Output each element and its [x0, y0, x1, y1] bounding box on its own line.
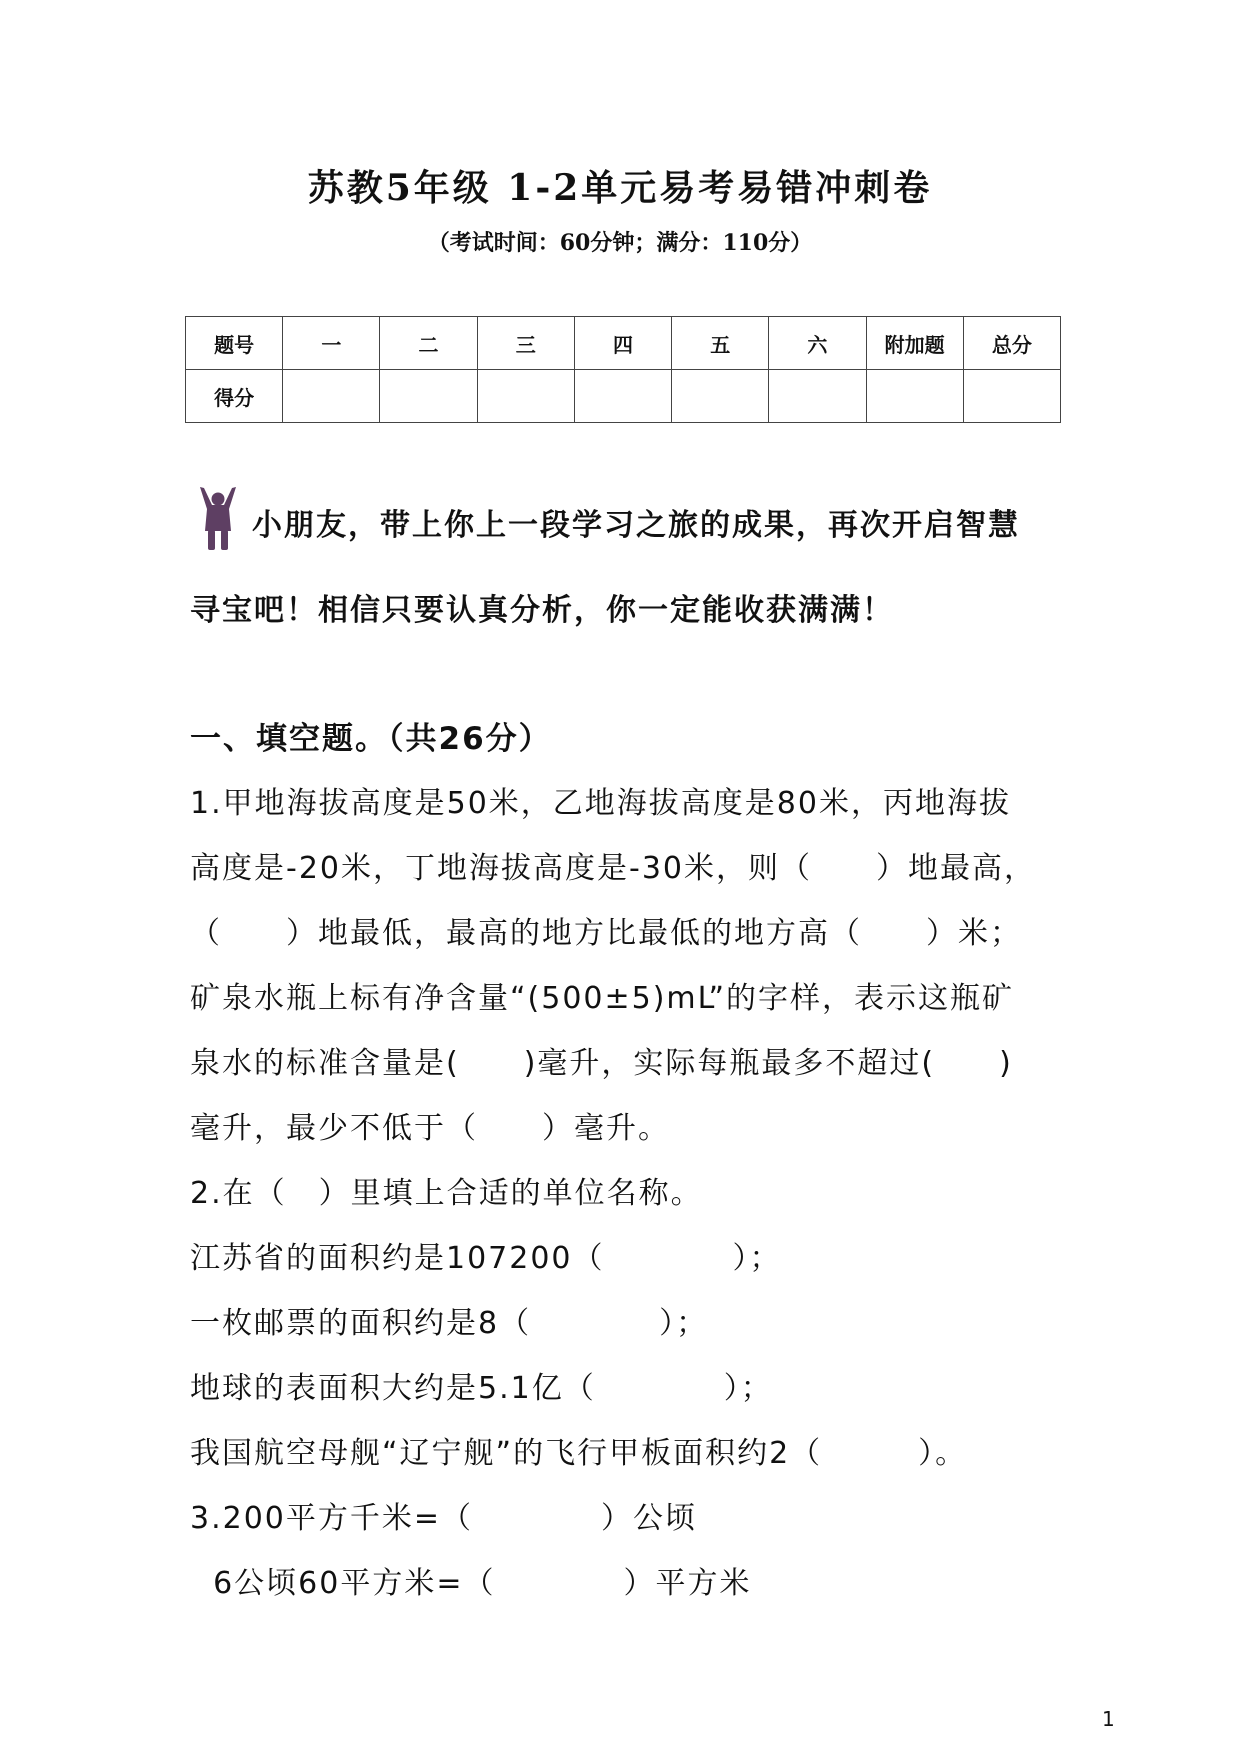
score-entry-cell[interactable]	[866, 370, 963, 423]
score-row-label: 得分	[186, 370, 283, 423]
page-number: 1	[1102, 1707, 1115, 1731]
question-line: 6公顷60平方米=（ ）平方米	[190, 1566, 752, 1601]
girl-cheering-icon-shape	[200, 487, 236, 550]
question-line: 矿泉水瓶上标有净含量“(500±5)mL”的字样，表示这瓶矿	[190, 981, 1015, 1016]
question-line: （ ）地最低，最高的地方比最低的地方高（ ）米；	[190, 916, 1022, 951]
score-entry-cell[interactable]	[283, 370, 380, 423]
score-table-cell: 六	[769, 317, 866, 370]
score-table-cell: 二	[380, 317, 477, 370]
exam-subtitle: （考试时间：60分钟；满分：110分）	[427, 230, 813, 256]
question-line: 1.甲地海拔高度是50米，乙地海拔高度是80米，丙地海拔	[190, 786, 1011, 821]
girl-cheering-icon	[196, 487, 240, 553]
section-heading-fill-in: 一、填空题。（共26分）	[190, 721, 552, 757]
score-table	[185, 316, 1061, 423]
score-table-cell: 附加题	[866, 317, 963, 370]
exam-title: 苏教5年级 1-2单元易考易错冲刺卷	[307, 167, 933, 209]
score-entry-cell[interactable]	[963, 370, 1060, 423]
score-table-score-row	[186, 370, 1061, 423]
question-line: 地球的表面积大约是5.1亿（ ）；	[190, 1371, 773, 1406]
question-line: 毫升，最少不低于（ ）毫升。	[190, 1111, 670, 1146]
score-table-cell: 三	[477, 317, 574, 370]
score-table-cell: 总分	[963, 317, 1060, 370]
score-table-cell: 四	[574, 317, 671, 370]
score-table-cell: 五	[672, 317, 769, 370]
intro-line-1: 小朋友，带上你上一段学习之旅的成果，再次开启智慧	[252, 508, 1020, 543]
question-line: 我国航空母舰“辽宁舰”的飞行甲板面积约2（ ）。	[190, 1436, 968, 1471]
question-line: 2.在（ ）里填上合适的单位名称。	[190, 1176, 703, 1211]
question-line: 高度是-20米，丁地海拔高度是-30米，则（ ）地最高，	[190, 851, 1036, 886]
score-table-header-row	[186, 317, 1061, 370]
score-table-cell: 题号	[186, 317, 283, 370]
score-entry-cell[interactable]	[380, 370, 477, 423]
question-line: 江苏省的面积约是107200（ ）；	[190, 1241, 782, 1276]
score-entry-cell[interactable]	[574, 370, 671, 423]
intro-line-2: 寻宝吧！相信只要认真分析，你一定能收获满满！	[190, 593, 894, 628]
score-entry-cell[interactable]	[672, 370, 769, 423]
question-line: 一枚邮票的面积约是8（ ）；	[190, 1306, 709, 1341]
question-line: 泉水的标准含量是( )毫升，实际每瓶最多不超过( )	[190, 1046, 1013, 1081]
score-entry-cell[interactable]	[477, 370, 574, 423]
question-line: 3.200平方千米=（ ）公顷	[190, 1501, 698, 1536]
score-entry-cell[interactable]	[769, 370, 866, 423]
score-table-cell: 一	[283, 317, 380, 370]
